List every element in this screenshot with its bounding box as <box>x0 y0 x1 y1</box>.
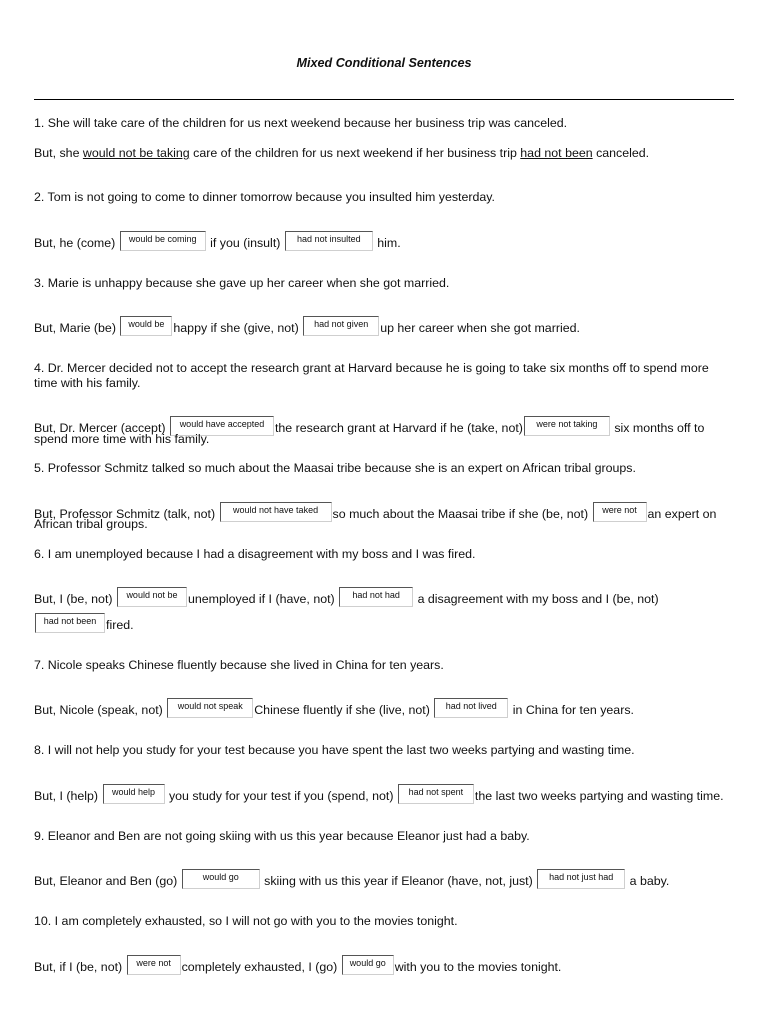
q6-text: a disagreement with my boss and I (be, not) <box>414 592 659 606</box>
q3-text: up her career when she got married. <box>380 321 580 335</box>
q2-text: if you (insult) <box>206 236 284 250</box>
q9-answer <box>34 869 669 889</box>
q8-blank-1[interactable] <box>103 784 165 804</box>
q6-blank-2[interactable] <box>339 587 413 607</box>
q4-text: But, Dr. Mercer (accept) <box>34 421 169 435</box>
q8-blank-1-value: would help <box>111 787 156 797</box>
q2-stem: 2. Tom is not going to come to dinner tomorrow because you insulted him yesterday. <box>34 190 495 204</box>
q10-text: completely exhausted, I (go) <box>181 960 341 974</box>
q6-blank-2-value: had not had <box>352 590 400 600</box>
q6-blank-3[interactable] <box>35 613 105 633</box>
q9-blank-1-value: would go <box>202 872 239 882</box>
q10-blank-2-value: would go <box>349 958 386 968</box>
q9-text: But, Eleanor and Ben (go) <box>34 874 181 888</box>
q5-text: an expert on <box>647 507 717 521</box>
q7-blank-2[interactable] <box>434 698 508 718</box>
q8-blank-2-value: had not spent <box>408 787 464 797</box>
q6-answer-cont <box>34 613 134 633</box>
q4-blank-1-value: would have accepted <box>179 419 265 429</box>
q10-blank-2[interactable] <box>342 955 394 975</box>
q4-blank-2[interactable] <box>524 416 610 436</box>
q8-text: the last two weeks partying and wasting time. <box>474 789 724 803</box>
q2-blank-2[interactable] <box>285 231 373 251</box>
page-title: Mixed Conditional Sentences <box>296 56 472 70</box>
q4-answer-cont: spend more time with his family. <box>34 432 210 446</box>
q10-blank-1[interactable] <box>127 955 181 975</box>
q3-blank-1[interactable] <box>120 316 172 336</box>
q5-answer-cont: African tribal groups. <box>34 517 148 531</box>
q2-blank-1[interactable] <box>120 231 206 251</box>
q5-text: But, Professor Schmitz (talk, not) <box>34 507 219 521</box>
q5-stem: 5. Professor Schmitz talked so much about the Maasai tribe because she is an expert on African tribal groups. <box>34 461 636 475</box>
q5-text: so much about the Maasai tribe if she (be, not) <box>332 507 592 521</box>
q4-text: the research grant at Harvard if he (take, not) <box>274 421 523 435</box>
q6-text: unemployed if I (have, not) <box>187 592 339 606</box>
q10-text: with you to the movies tonight. <box>394 960 562 974</box>
q3-stem: 3. Marie is unhappy because she gave up her career when she got married. <box>34 276 450 290</box>
q10-blank-1-value: were not <box>136 958 171 968</box>
q1-text: But, she <box>34 146 83 160</box>
q3-text: happy if she (give, not) <box>173 321 303 335</box>
q1-underlined-answer-1: would not be taking <box>82 146 190 160</box>
q6-blank-3-value: had not been <box>43 616 97 626</box>
q7-blank-1-value: would not speak <box>177 701 243 711</box>
q1-text: canceled. <box>592 146 650 160</box>
q8-text: But, I (help) <box>34 789 102 803</box>
q3-text: But, Marie (be) <box>34 321 120 335</box>
q3-blank-2[interactable] <box>303 316 379 336</box>
q8-answer <box>34 784 724 804</box>
q7-stem: 7. Nicole speaks Chinese fluently because she lived in China for ten years. <box>34 658 444 672</box>
q8-blank-2[interactable] <box>398 784 474 804</box>
q6-blank-1[interactable] <box>117 587 187 607</box>
q9-blank-2-value: had not just had <box>549 872 614 882</box>
q3-blank-1-value: would be <box>128 319 165 329</box>
q6-answer <box>34 587 659 607</box>
q5-blank-1-value: would not have taked <box>233 505 319 515</box>
q9-text: a baby. <box>626 874 670 888</box>
q1-underlined-answer-2: had not been <box>520 146 593 160</box>
q2-text: him. <box>373 236 401 250</box>
q7-text: in China for ten years. <box>509 703 634 717</box>
q1-text: care of the children for us next weekend if her business trip <box>189 146 521 160</box>
q6-text: But, I (be, not) <box>34 592 116 606</box>
q7-blank-2-value: had not lived <box>445 701 497 711</box>
q9-text: skiing with us this year if Eleanor (have, not, just) <box>260 874 537 888</box>
q6-blank-1-value: would not be <box>126 590 178 600</box>
q10-answer <box>34 955 561 975</box>
q10-text: But, if I (be, not) <box>34 960 126 974</box>
q5-blank-2[interactable] <box>593 502 647 522</box>
q7-text: Chinese fluently if she (live, not) <box>254 703 434 717</box>
q2-blank-2-value: had not insulted <box>297 234 361 244</box>
q6-text: fired. <box>106 618 134 632</box>
q9-blank-2[interactable] <box>537 869 625 889</box>
q7-text: But, Nicole (speak, not) <box>34 703 167 717</box>
q8-stem: 8. I will not help you study for your test because you have spent the last two weeks partying and wasting time. <box>34 743 635 757</box>
q3-blank-2-value: had not given <box>314 319 369 329</box>
q6-stem: 6. I am unemployed because I had a disagreement with my boss and I was fired. <box>34 547 476 561</box>
q4-text: six months off to <box>610 421 705 435</box>
q4-stem-cont: time with his family. <box>34 376 141 390</box>
q4-blank-2-value: were not taking <box>536 419 598 429</box>
q9-blank-1[interactable] <box>182 869 260 889</box>
q2-blank-1-value: would be coming <box>128 234 197 244</box>
q8-text: you study for your test if you (spend, not) <box>165 789 397 803</box>
q3-answer <box>34 316 580 336</box>
q1-answer <box>34 146 649 161</box>
q2-text: But, he (come) <box>34 236 119 250</box>
q2-answer <box>34 231 401 251</box>
q7-blank-1[interactable] <box>167 698 253 718</box>
q5-blank-1[interactable] <box>220 502 332 522</box>
q4-stem: 4. Dr. Mercer decided not to accept the research grant at Harvard because he is going to take six months off to spend more <box>34 361 709 375</box>
title-divider <box>34 99 734 100</box>
q1-stem: 1. She will take care of the children for us next weekend because her business trip was canceled. <box>34 116 568 130</box>
q9-stem: 9. Eleanor and Ben are not going skiing with us this year because Eleanor just had a baby. <box>34 829 530 843</box>
q5-blank-2-value: were not <box>602 505 637 515</box>
q10-stem: 10. I am completely exhausted, so I will not go with you to the movies tonight. <box>34 914 458 928</box>
q7-answer <box>34 698 634 718</box>
